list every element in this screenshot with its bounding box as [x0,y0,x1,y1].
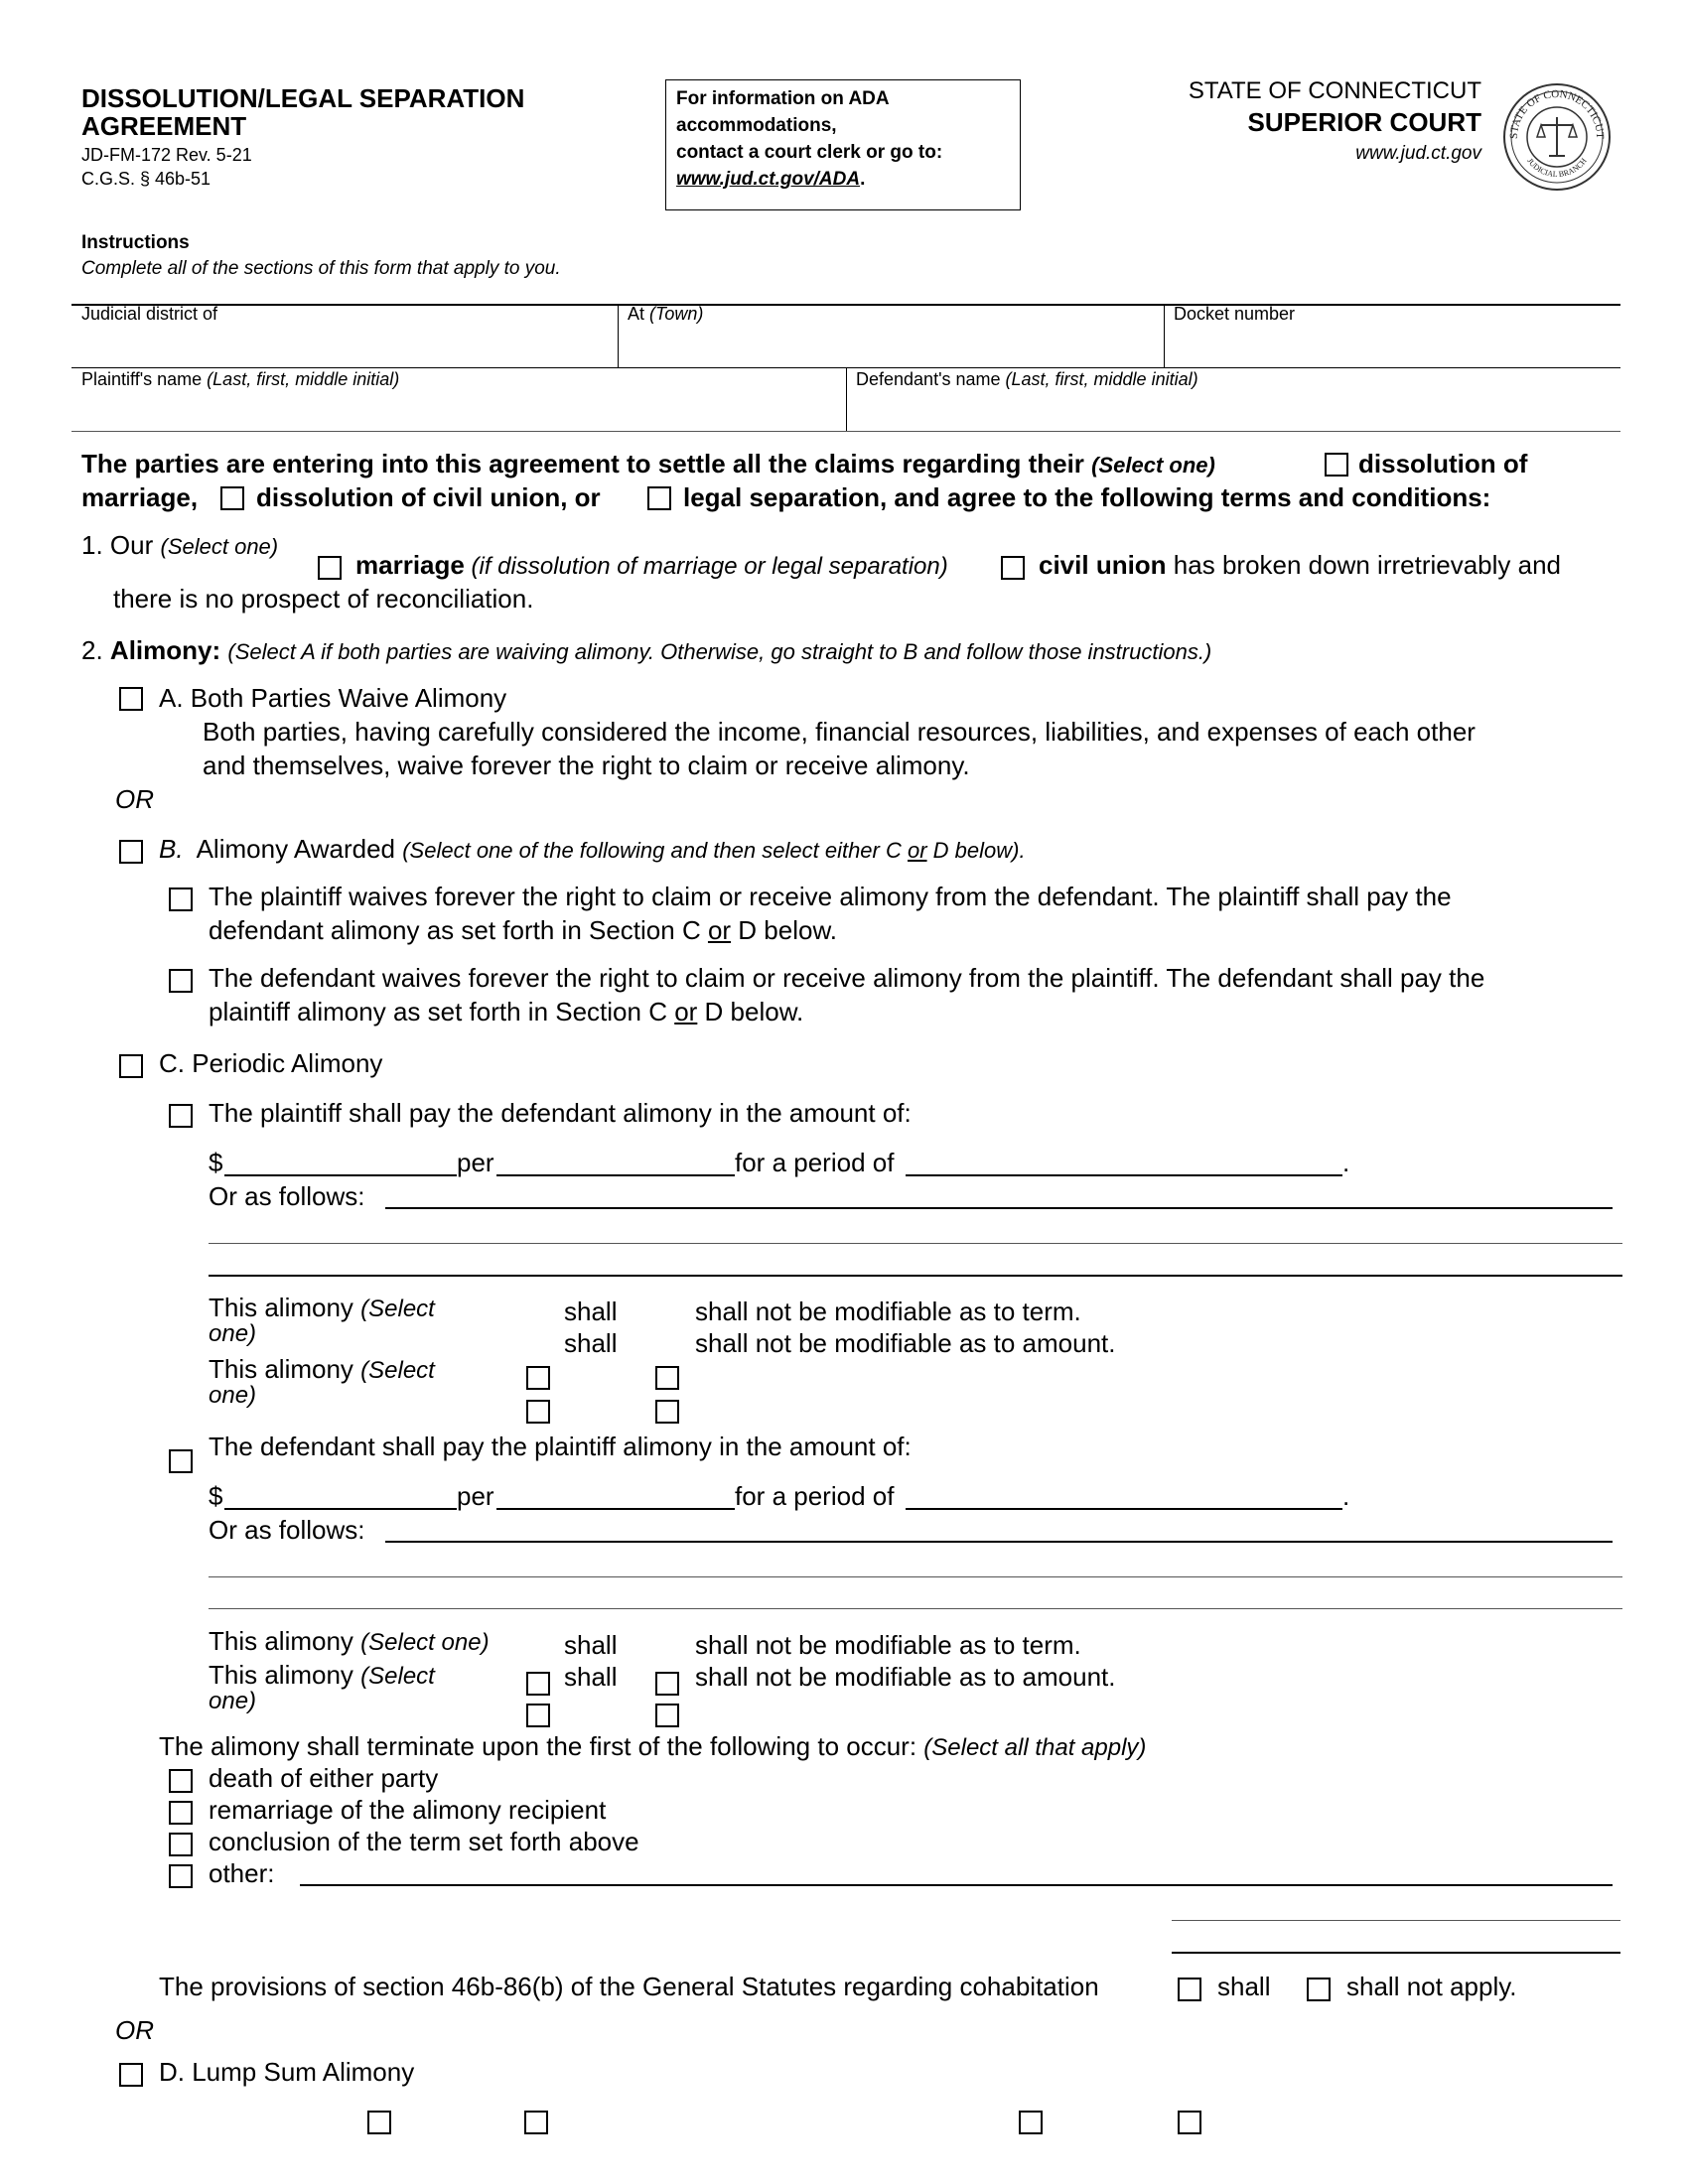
per-label: per [457,1481,494,1511]
select-one-term: one) [209,1320,257,1347]
other-line[interactable] [300,1884,1613,1886]
checkbox-conclusion[interactable] [169,1833,193,1856]
this-alimony-amount: This alimony (Select [209,1354,435,1384]
ada-period: . [860,169,866,190]
checkbox-other[interactable] [169,1864,193,1888]
shall-term: shall [564,1630,618,1660]
not-modifiable-amount: shall not be modifiable as to amount. [695,1662,1116,1692]
label-marriage-broken-down: marriage (if dissolution of marriage or legal separation) [355,550,948,580]
ada-line2: accommodations, [676,115,837,136]
court-website[interactable]: www.jud.ct.gov [1355,143,1481,164]
town-input[interactable] [628,332,1158,365]
or-as-follows-label: Or as follows: [209,1181,365,1211]
this-alimony-term: This alimony (Select [209,1293,435,1322]
ada-info-box [665,79,1021,210]
form-title-line1: DISSOLUTION/LEGAL SEPARATION [81,83,525,113]
checkbox[interactable] [524,2111,548,2134]
period-label: for a period of [735,1148,895,1177]
label-legal-separation: legal separation, and agree to the following terms and conditions: [683,482,1491,512]
dollar-sign: $ [209,1481,223,1511]
form-number: JD-FM-172 Rev. 5-21 [81,145,252,165]
judicial-district-input[interactable] [81,332,612,365]
label-civil-union-broken-down: civil union has broken down irretrievably and [1039,550,1562,580]
per-line[interactable] [496,1508,735,1510]
or-as-follows-label: Or as follows: [209,1515,365,1545]
label-other: other: [209,1858,275,1888]
label-lump-sum-alimony: D. Lump Sum Alimony [159,2057,415,2087]
label-cohabitation-shall-not: shall not apply. [1346,1972,1517,2001]
instructions-text: Complete all of the sections of this form that apply to you. [81,258,561,279]
not-modifiable-term: shall not be modifiable as to term. [695,1630,1081,1660]
checkbox-civil-union[interactable] [1001,556,1025,580]
section1-line2: there is no prospect of reconciliation. [113,584,534,614]
per-line[interactable] [496,1174,735,1176]
or-as-follows-line[interactable] [385,1541,1613,1543]
checkbox[interactable] [367,2111,391,2134]
ada-link[interactable]: www.jud.ct.gov/ADA [676,169,861,190]
judicial-seal-logo [1501,81,1613,193]
label-death: death of either party [209,1763,439,1793]
checkbox-marriage[interactable] [318,556,342,580]
checkbox-dissolution-civil-union[interactable] [220,486,244,510]
checkbox-dissolution-of-marriage[interactable] [1325,453,1348,477]
period-end: . [1342,1148,1350,1177]
label-periodic-alimony: C. Periodic Alimony [159,1048,383,1078]
checkbox-cohabitation-shall[interactable] [1178,1978,1201,2001]
waive-text-line2: and themselves, waive forever the right to claim or receive alimony. [203,751,970,780]
checkbox-lump-sum-alimony[interactable] [119,2063,143,2087]
table-top-border [71,304,1620,306]
section1-heading: 1. Our (Select one) [81,530,279,560]
period-line[interactable] [906,1508,1342,1510]
shall-term: shall [564,1297,618,1326]
statute-reference: C.G.S. § 46b-51 [81,169,211,189]
label-dissolution-civil-union: dissolution of civil union, or [256,482,601,512]
or-as-follows-line[interactable] [209,1243,1622,1244]
label-remarriage: remarriage of the alimony recipient [209,1795,607,1825]
checkbox-alimony-awarded[interactable] [119,840,143,864]
amount-line[interactable] [224,1174,457,1176]
other-line[interactable] [1172,1920,1620,1921]
checkbox-shall-not-amount[interactable] [655,1704,679,1727]
checkbox-plaintiff-pays[interactable] [169,1104,193,1128]
checkbox-shall-not-amount[interactable] [655,1400,679,1424]
checkbox-defendant-waives[interactable] [169,969,193,993]
per-label: per [457,1148,494,1177]
checkbox-periodic-alimony[interactable] [119,1054,143,1078]
checkbox-remarriage[interactable] [169,1801,193,1825]
not-modifiable-amount: shall not be modifiable as to amount. [695,1328,1116,1358]
dollar-sign: $ [209,1148,223,1177]
shall-amount: shall [564,1662,618,1692]
table-bottom-border [71,431,1620,432]
or-as-follows-line[interactable] [209,1576,1622,1577]
cohabitation-text: The provisions of section 46b-86(b) of the General Statutes regarding cohabitation [159,1972,1099,2001]
label-conclusion: conclusion of the term set forth above [209,1827,639,1856]
plaintiff-waives-line1: The plaintiff waives forever the right to claim or receive alimony from the defendant. The plaintiff shall pay the [209,882,1452,911]
defendant-name-label: Defendant's name (Last, first, middle initial) [856,369,1198,389]
or-separator: OR [115,784,154,814]
plaintiff-name-label: Plaintiff's name (Last, first, middle initial) [81,369,400,389]
period-end: . [1342,1481,1350,1511]
defendant-pays-text: The defendant shall pay the plaintiff alimony in the amount of: [209,1432,912,1461]
this-alimony-amount: This alimony (Select [209,1660,435,1690]
checkbox-shall-not-term[interactable] [655,1366,679,1390]
checkbox-shall-amount[interactable] [526,1400,550,1424]
checkbox-cohabitation-shall-not[interactable] [1307,1978,1331,2001]
label-marriage: marriage, [81,482,199,512]
select-one-amount: one) [209,1382,257,1409]
ada-line1: For information on ADA [676,88,890,109]
or-as-follows-line[interactable] [209,1608,1622,1609]
period-label: for a period of [735,1481,895,1511]
period-line[interactable] [906,1174,1342,1176]
svg-text:STATE OF CONNECTICUT: STATE OF CONNECTICUT [1507,87,1607,140]
table-divider [846,367,847,431]
defendant-name-input[interactable] [856,395,1615,429]
label-alimony-awarded: B. Alimony Awarded (Select one of the following and then select either C or D below). [159,834,1026,864]
select-one-amount: one) [209,1688,257,1714]
town-label: At (Town) [628,304,704,324]
checkbox[interactable] [1019,2111,1043,2134]
intro-text-line1: The parties are entering into this agreement to settle all the claims regarding their (Select one) [81,449,1215,478]
judicial-district-label: Judicial district of [81,304,218,324]
not-modifiable-term: shall not be modifiable as to term. [695,1297,1081,1326]
other-line[interactable] [1172,1952,1620,1954]
plaintiff-name-input[interactable] [81,395,840,429]
checkbox[interactable] [1178,2111,1201,2134]
docket-number-label: Docket number [1174,304,1296,324]
instructions-heading: Instructions [81,232,190,253]
checkbox-legal-separation[interactable] [647,486,671,510]
label-dissolution-of-marriage: dissolution of [1358,449,1528,478]
checkbox-plaintiff-waives[interactable] [169,887,193,911]
ada-line3: contact a court clerk or go to: [676,142,943,163]
section2-heading: 2. Alimony: (Select A if both parties are waiving alimony. Otherwise, go straight to B and follow those instructions.) [81,635,1212,665]
checkbox-death[interactable] [169,1769,193,1793]
terminate-text: The alimony shall terminate upon the first of the following to occur: (Select all that apply) [159,1731,1147,1761]
or-as-follows-line[interactable] [385,1207,1613,1209]
shall-amount: shall [564,1328,618,1358]
plaintiff-waives-line2: defendant alimony as set forth in Section C or D below. [209,915,838,945]
checkbox-shall-term[interactable] [526,1672,550,1696]
checkbox-shall-term[interactable] [526,1366,550,1390]
amount-line[interactable] [224,1508,457,1510]
checkbox-defendant-pays[interactable] [169,1449,193,1473]
form-title-line2: AGREEMENT [81,111,247,141]
label-cohabitation-shall: shall [1217,1972,1271,2001]
checkbox-shall-amount[interactable] [526,1704,550,1727]
checkbox-waive-alimony[interactable] [119,687,143,711]
plaintiff-pays-text: The plaintiff shall pay the defendant alimony in the amount of: [209,1098,912,1128]
or-separator: OR [115,2015,154,2045]
checkbox-shall-not-term[interactable] [655,1672,679,1696]
table-divider [618,304,619,367]
label-both-parties-waive: A. Both Parties Waive Alimony [159,683,507,713]
defendant-waives-line2: plaintiff alimony as set forth in Section C or D below. [209,997,804,1026]
table-divider [1164,304,1165,367]
waive-text-line1: Both parties, having carefully considered the income, financial resources, liabilities, and expenses of each other [203,717,1476,747]
court-name: SUPERIOR COURT [1247,107,1481,137]
state-name: STATE OF CONNECTICUT [1188,77,1481,104]
or-as-follows-line[interactable] [209,1275,1622,1277]
this-alimony-term: This alimony (Select one) [209,1626,490,1656]
defendant-waives-line1: The defendant waives forever the right to claim or receive alimony from the plaintiff. The defendant shall pay the [209,963,1485,993]
docket-number-input[interactable] [1174,332,1615,365]
svg-text:JUDICIAL BRANCH: JUDICIAL BRANCH [1525,156,1589,180]
